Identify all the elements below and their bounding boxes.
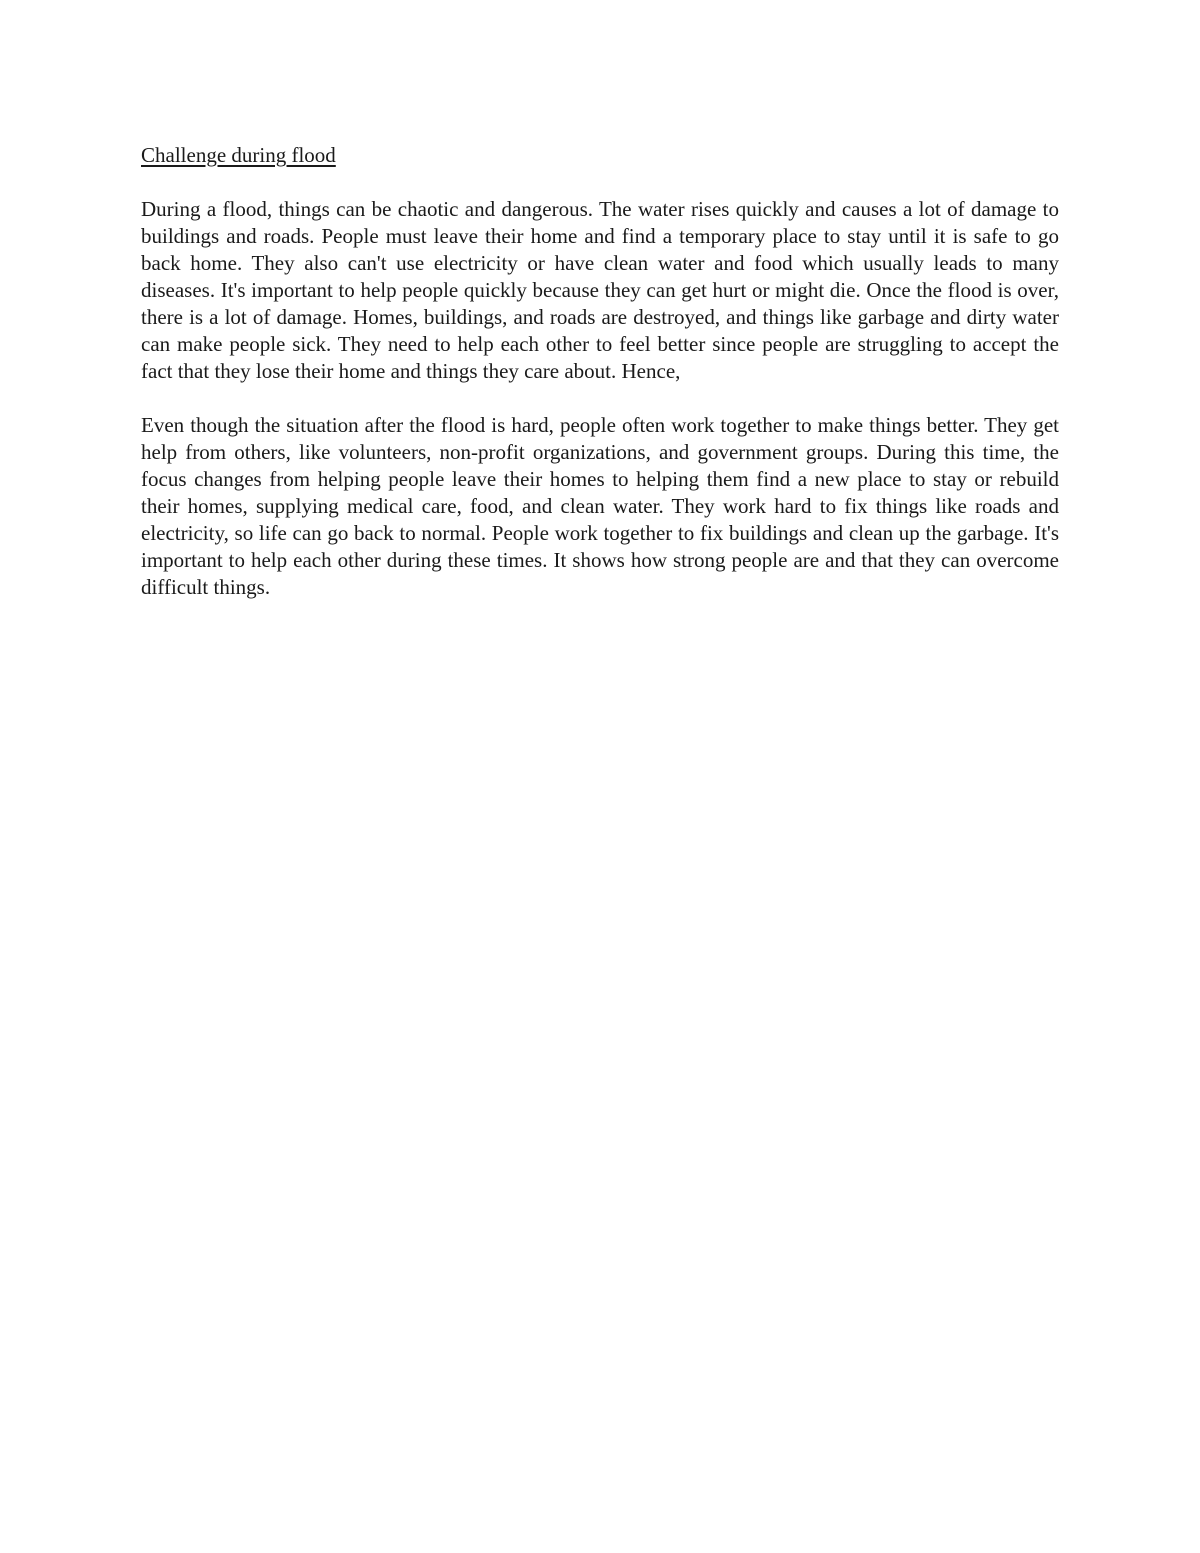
- document-body: [141, 142, 1059, 601]
- paragraph-1: During a flood, things can be chaotic and dangerous. The water rises quickly and causes a lot of damage to buildings and roads. People must leave their home and find a temporary place to stay until it is safe to go back home. They also can't use electricity or have clean water and food which usually leads to many diseases. It's important to help people quickly because they can get hurt or might die. Once the flood is over, there is a lot of damage. Homes, buildings, and roads are destroyed, and things like garbage and dirty water can make people sick. They need to help each other to feel better since people are struggling to accept the fact that they lose their home and things they care about. Hence,: [141, 197, 1059, 383]
- paragraph-2: Even though the situation after the flood is hard, people often work together to make things better. They get help from others, like volunteers, non-profit organizations, and government groups. During this time, the focus changes from helping people leave their homes to helping them find a new place to stay or rebuild their homes, supplying medical care, food, and clean water. They work hard to fix things like roads and electricity, so life can go back to normal. People work together to fix buildings and clean up the garbage. It's important to help each other during these times. It shows how strong people are and that they can overcome difficult things.: [141, 413, 1059, 599]
- document-title: Challenge during flood: [141, 143, 336, 167]
